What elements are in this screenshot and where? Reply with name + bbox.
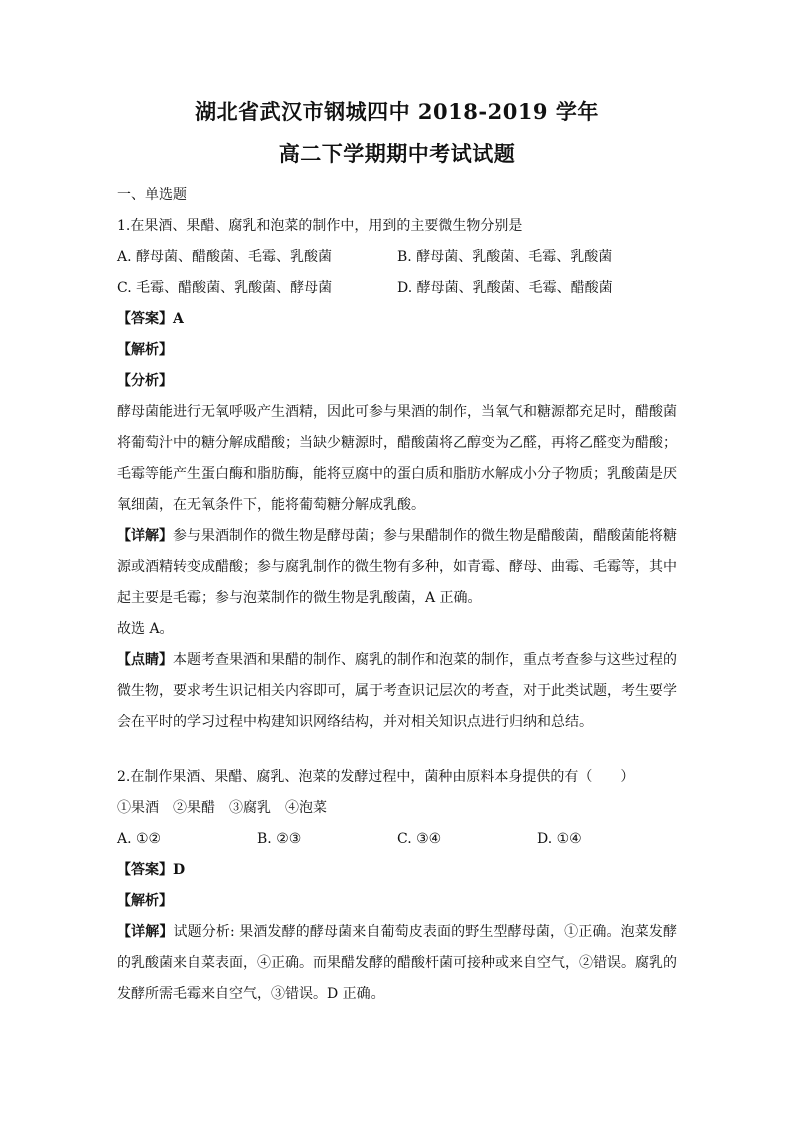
- options-row: [117, 273, 677, 304]
- question-items: ①果酒 ②果醋 ③腐乳 ④泡菜: [117, 800, 327, 816]
- answer-label: 【答案】A: [117, 311, 184, 327]
- detail-text: 参与果酒制作的微生物是酵母菌；参与果醋制作的微生物是醋酸菌，醋酸菌能将糖源或酒精转变成醋酸；参与腐乳制作的微生物有多种，如青霉、酵母、曲霉、毛霉等，其中起主要是毛霉；参与泡菜制作的微生物是乳酸菌，A 正确。: [117, 528, 677, 606]
- option-b: B. ②③: [257, 831, 302, 847]
- section-heading: 一、单选题: [117, 187, 187, 203]
- question-2: [117, 762, 677, 1010]
- option-c: C. ③④: [397, 831, 442, 847]
- analysis-label: 【解析】: [117, 893, 173, 909]
- point-text: 本题考查果酒和果醋的制作、腐乳的制作和泡菜的制作，重点考查参与这些过程的微生物，要求考生识记相关内容即可，属于考查识记层次的考查，对于此类试题，考生要学会在平时的学习过程中构建知识网络结构，并对相关知识点进行归纳和总结。: [117, 652, 677, 730]
- option-d: D. ①④: [537, 831, 582, 847]
- spacer: [117, 738, 677, 762]
- analysis-label: 【解析】: [117, 342, 173, 358]
- detail-paragraph: [117, 521, 677, 614]
- point-paragraph: [117, 645, 677, 738]
- option-b: B. 酵母菌、乳酸菌、毛霉、乳酸菌: [397, 249, 613, 265]
- options-row: [117, 242, 677, 273]
- detail-paragraph: [117, 917, 677, 1010]
- question-stem: 2.在制作果酒、果醋、腐乳、泡菜的发酵过程中，菌种由原料本身提供的有（ ）: [117, 769, 635, 785]
- page-title: 湖北省武汉市钢城四中 2018-2019 学年: [195, 99, 599, 124]
- detail-label: 【详解】: [117, 528, 173, 544]
- detail-label: 【详解】: [117, 924, 174, 940]
- page-subtitle: 高二下学期期中考试试题: [278, 141, 516, 166]
- options-row: [117, 824, 677, 855]
- option-d: D. 酵母菌、乳酸菌、毛霉、醋酸菌: [397, 280, 613, 296]
- option-c: C. 毛霉、醋酸菌、乳酸菌、酵母菌: [117, 280, 333, 296]
- point-label: 【点睛】: [117, 652, 173, 668]
- choose-line: 故选 A。: [117, 621, 174, 637]
- detail-text: 试题分析: 果酒发酵的酵母菌来自葡萄皮表面的野生型酵母菌，①正确。泡菜发酵的乳酸菌来自菜表面，④正确。而果醋发酵的醋酸杆菌可接种或来自空气，②错误。腐乳的发酵所需毛霉来自空气，③错误。D 正确。: [117, 924, 677, 1002]
- question-1: [117, 211, 677, 738]
- fenxi-label: 【分析】: [117, 373, 173, 389]
- option-a: A. 酵母菌、醋酸菌、毛霉、乳酸菌: [117, 249, 333, 265]
- option-a: A. ①②: [117, 831, 162, 847]
- question-stem: 1.在果酒、果醋、腐乳和泡菜的制作中，用到的主要微生物分别是: [117, 218, 523, 234]
- answer-label: 【答案】D: [117, 862, 186, 878]
- fenxi-text: 酵母菌能进行无氧呼吸产生酒精，因此可参与果酒的制作，当氧气和糖源都充足时，醋酸菌将葡萄汁中的糖分解成醋酸；当缺少糖源时，醋酸菌将乙醇变为乙醛，再将乙醛变为醋酸；毛霉等能产生蛋白酶和脂肪酶，能将豆腐中的蛋白质和脂肪水解成小分子物质；乳酸菌是厌氧细菌，在无氧条件下，能将葡萄糖分解成乳酸。: [117, 404, 677, 513]
